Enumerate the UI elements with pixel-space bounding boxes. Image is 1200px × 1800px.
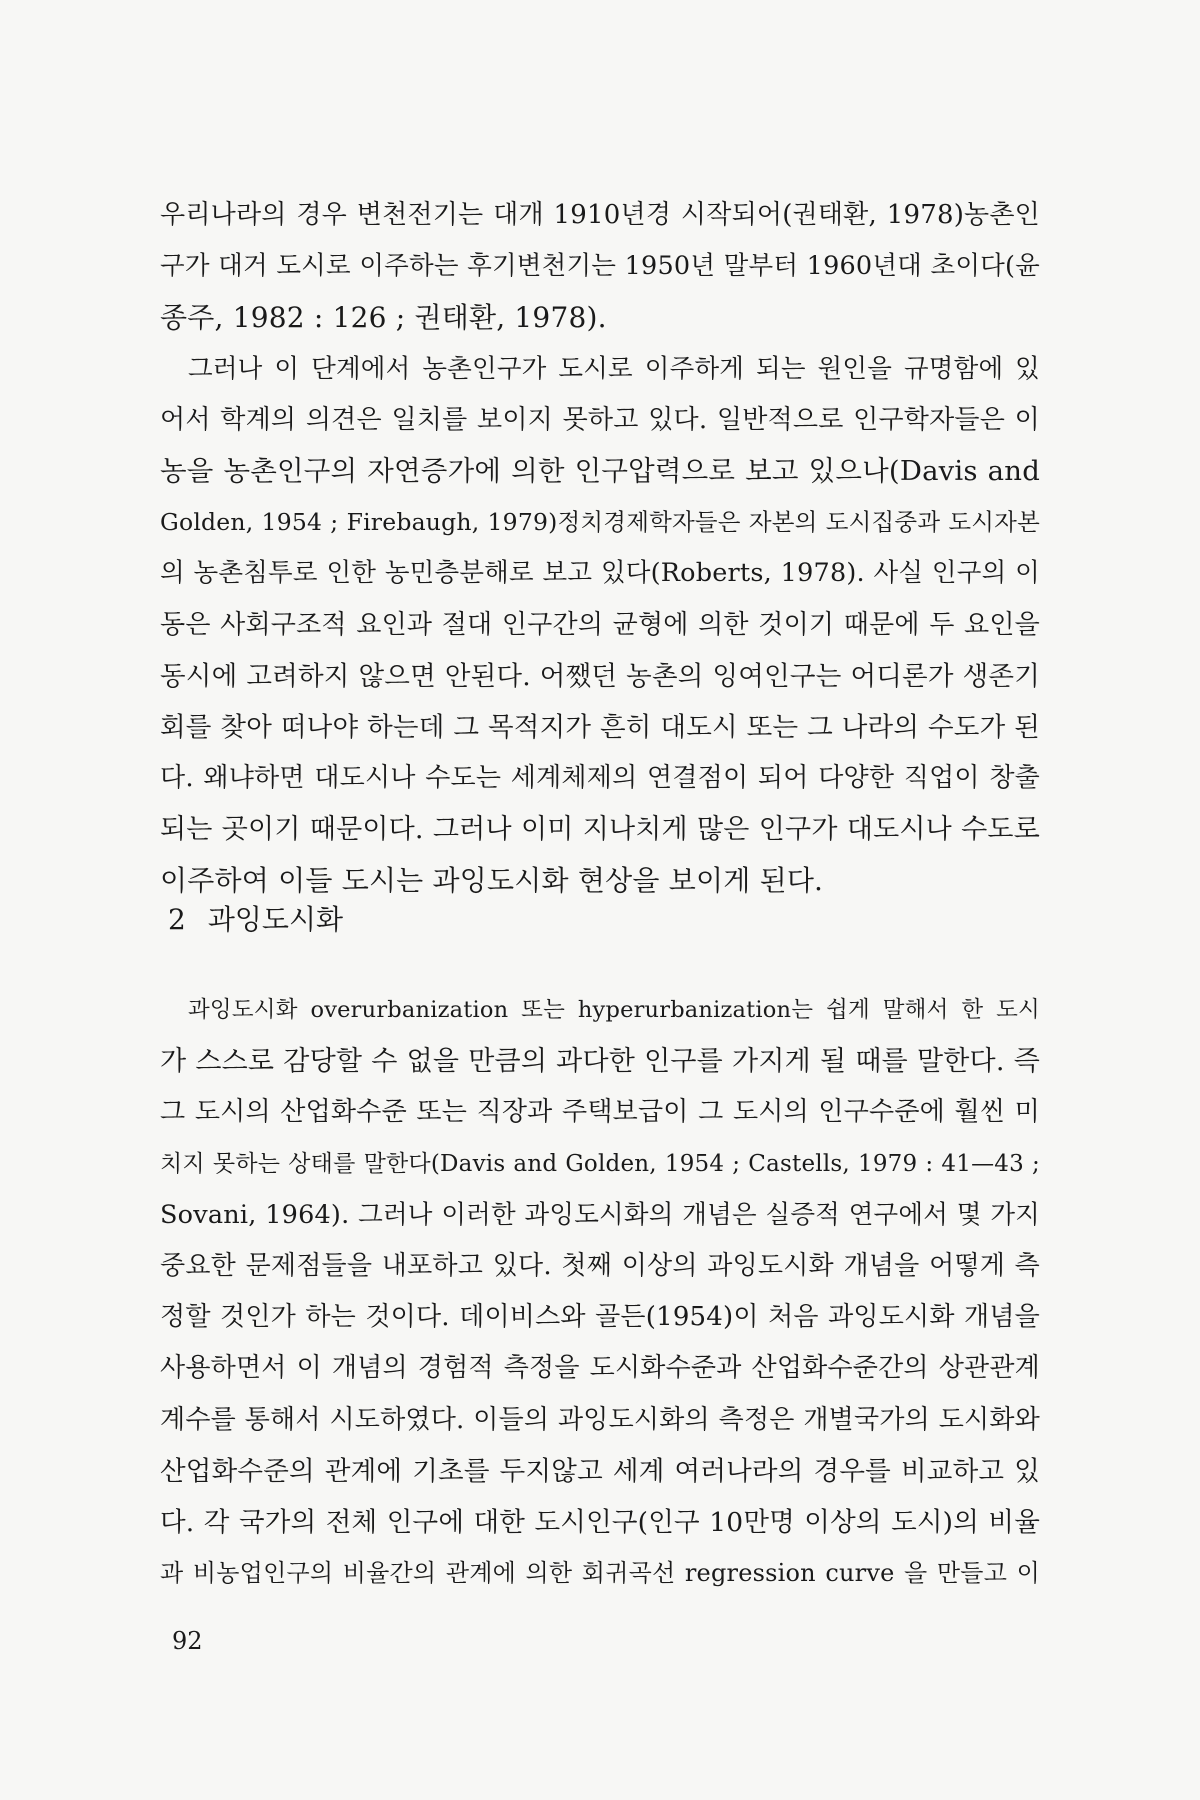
text-line: 과 비농업인구의 비율간의 관계에 의한 회귀곡선 regression curve 을 만들고 이 [160,1559,1040,1588]
section-number: 2 [168,903,186,936]
text-line: 산업화수준의 관계에 기초를 두지않고 세계 여러나라의 경우를 비교하고 있 [160,1455,1040,1487]
body-paragraph-block-1 [160,190,1040,907]
text-line: 농을 농촌인구의 자연증가에 의한 인구압력으로 보고 있으나(Davis and [160,454,1040,487]
text-line: 구가 대거 도시로 이주하는 후기변천기는 1950년 말부터 1960년대 초이다(윤 [160,251,1040,282]
text-line: 치지 못하는 상태를 말한다(Davis and Golden, 1954 ; Castells, 1979 : 41—43 ; [160,1150,1040,1177]
text-line: 정할 것인가 하는 것이다. 데이비스와 골든(1954)이 처음 과잉도시화 개념을 [160,1302,1040,1333]
text-line: 동은 사회구조적 요인과 절대 인구간의 균형에 의한 것이기 때문에 두 요인을 [160,609,1040,640]
text-line: 그 도시의 산업화수준 또는 직장과 주택보급이 그 도시의 인구수준에 훨씬 미 [160,1097,1040,1128]
text-line: 계수를 통해서 시도하였다. 이들의 과잉도시화의 측정은 개별국가의 도시화와 [160,1404,1040,1435]
text-line: Sovani, 1964). 그러나 이러한 과잉도시화의 개념은 실증적 연구에서 몇 가지 [160,1199,1040,1230]
page-number: 92 [172,1627,203,1655]
text-line: 가 스스로 감당할 수 없을 만큼의 과다한 인구를 가지게 될 때를 말한다. 즉 [160,1046,1040,1078]
text-line: 사용하면서 이 개념의 경험적 측정을 도시화수준과 산업화수준간의 상관관계 [160,1353,1040,1384]
text-line: 종주, 1982 : 126 ; 권태환, 1978). [160,301,607,335]
text-line: 우리나라의 경우 변천전기는 대개 1910년경 시작되어(권태환, 1978)농촌인 [160,200,1040,230]
text-line: 이주하여 이들 도시는 과잉도시화 현상을 보이게 된다. [160,864,824,898]
text-line: 그러나 이 단계에서 농촌인구가 도시로 이주하게 되는 원인을 규명함에 있 [188,353,1040,384]
text-line: 중요한 문제점들을 내포하고 있다. 첫째 이상의 과잉도시화 개념을 어떻게 측 [160,1250,1040,1281]
section-title: 과잉도시화 [207,903,344,936]
text-line: 되는 곳이기 때문이다. 그러나 이미 지나치게 많은 인구가 대도시나 수도로 [160,814,1040,846]
text-line: 과잉도시화 overurbanization 또는 hyperurbanization는 쉽게 말해서 한 도시 [188,997,1040,1023]
text-line: 동시에 고려하지 않으면 안된다. 어쨌던 농촌의 잉여인구는 어디론가 생존기 [160,660,1040,692]
text-line: 다. 각 국가의 전체 인구에 대한 도시인구(인구 10만명 이상의 도시)의 비율 [160,1506,1040,1538]
text-line: 다. 왜냐하면 대도시나 수도는 세계체제의 연결점이 되어 다양한 직업이 창출 [160,763,1040,794]
text-line: 의 농촌침투로 인한 농민층분해로 보고 있다(Roberts, 1978). 사실 인구의 이 [160,558,1040,589]
text-line: 회를 찾아 떠나야 하는데 그 목적지가 흔히 대도시 또는 그 나라의 수도가 된 [160,711,1040,743]
text-line: Golden, 1954 ; Firebaugh, 1979)정치경제학자들은 자본의 도시집중과 도시자본 [160,508,1040,537]
body-paragraph-block-2 [160,985,1040,1599]
text-line: 어서 학계의 의견은 일치를 보이지 못하고 있다. 일반적으로 인구학자들은 이 [160,404,1040,435]
section-heading [168,900,343,940]
